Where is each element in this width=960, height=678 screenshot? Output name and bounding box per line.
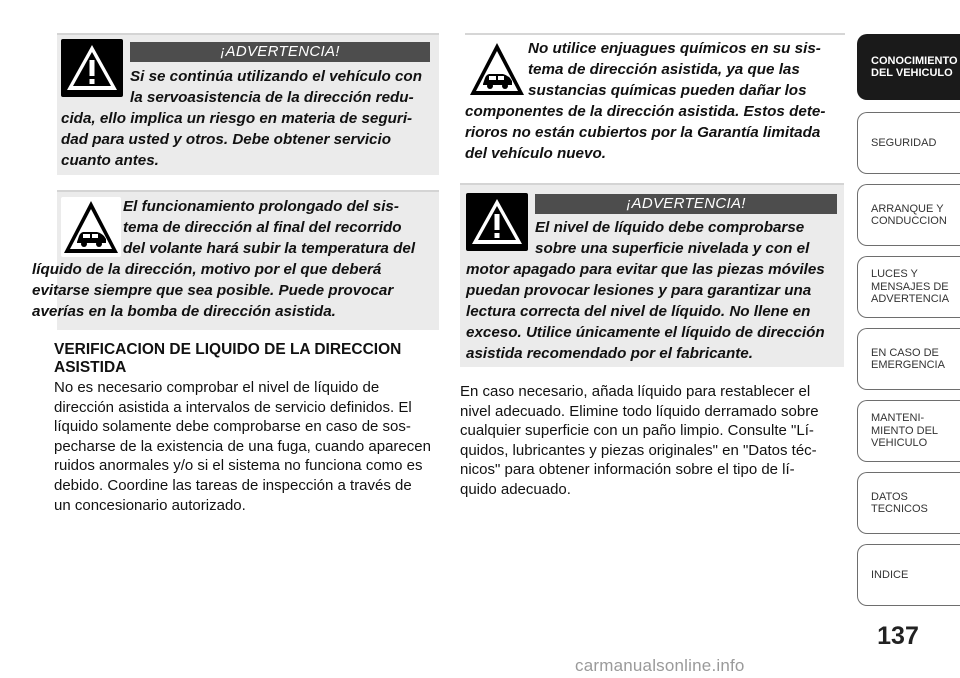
text-line: exceso. Utilice únicamente el líquido de dirección [466, 324, 825, 341]
text-line: cualquier superficie con un paño limpio. Consulte "Lí- [460, 422, 814, 440]
text-line: debido. Coordine las tareas de inspección a través de [54, 476, 412, 494]
caution-box-prolonged-operation [32, 190, 439, 330]
tab-label: MANTENI- MIENTO DEL VEHICULO [871, 412, 939, 450]
tab-label: INDICE [871, 568, 909, 581]
tab-label: ARRANQUE Y CONDUCCION [871, 202, 947, 227]
text-line: tema de dirección asistida, ya que las [528, 61, 800, 78]
page-number: 137 [877, 622, 919, 650]
tab-conocimiento-del-vehiculo[interactable] [857, 34, 960, 100]
warning-box-steering-assist [57, 33, 439, 175]
text-line: lectura correcta del nivel de líquido. No llene en [466, 303, 811, 320]
tab-seguridad[interactable] [857, 112, 960, 174]
warning-header: ¡ADVERTENCIA! [535, 194, 837, 214]
warning-triangle-icon [61, 39, 123, 97]
car-triangle-icon [467, 39, 527, 99]
warning-text [535, 217, 838, 259]
text-line: nicos" para obtener información sobre el tipo de lí- [460, 461, 795, 479]
car-triangle-icon [61, 197, 121, 257]
text-line: dirección asistida a intervalos de servicio definidos. El [54, 398, 412, 416]
text-line: sobre una superficie nivelada y con el [535, 240, 810, 257]
text-line: ruidos anormales y/o si el sistema no funciona como es [54, 457, 423, 475]
text-line: tema de dirección al final del recorrido [123, 219, 402, 236]
caution-text [123, 196, 433, 259]
warning-text-continued [61, 108, 433, 171]
text-line: componentes de la dirección asistida. Estos dete- [465, 103, 826, 120]
text-line: sustancias químicas pueden dañar los [528, 82, 807, 99]
text-line: averías en la bomba de dirección asistida. [32, 303, 336, 320]
text-line: líquido de la dirección, motivo por el que deberá [32, 261, 382, 278]
tab-indice[interactable] [857, 544, 960, 606]
text-line: En caso necesario, añada líquido para restablecer el [460, 383, 811, 400]
text-line: del vehículo nuevo. [465, 145, 606, 162]
warning-box-fluid-level [460, 183, 844, 367]
left-body-paragraph [54, 378, 438, 515]
text-line: motor apagado para evitar que las piezas móviles [466, 261, 825, 278]
tab-arranque-y-conduccion[interactable] [857, 184, 960, 246]
text-line: quidos, lubricantes y piezas originales" en "Datos téc- [460, 441, 817, 459]
warning-header: ¡ADVERTENCIA! [130, 42, 430, 62]
text-line: un concesionario autorizado. [54, 496, 246, 514]
warning-triangle-icon [466, 193, 528, 251]
text-line: rioros no están cubiertos por la Garantía limitada [465, 124, 821, 141]
tab-mantenimiento[interactable] [857, 400, 960, 462]
text-line: El funcionamiento prolongado del sis- [123, 198, 399, 215]
text-line: del volante hará subir la temperatura del [123, 240, 416, 257]
text-line: Si se continúa utilizando el vehículo con [130, 68, 422, 85]
text-line: El nivel de líquido debe comprobarse [535, 219, 805, 236]
tab-label: SEGURIDAD [871, 136, 937, 149]
caution-text [528, 38, 838, 101]
tab-luces-y-mensajes[interactable] [857, 256, 960, 318]
warning-text-continued [466, 259, 838, 364]
text-line: puedan provocar lesiones y para garantizar una [466, 282, 812, 299]
warning-text [130, 66, 432, 108]
tab-label: DATOS TECNICOS [871, 490, 928, 515]
right-body-paragraph [460, 382, 842, 500]
text-line: la servoasistencia de la dirección redu- [130, 89, 414, 106]
tab-label: LUCES Y MENSAJES DE ADVERTENCIA [871, 268, 950, 306]
caution-box-chemical-flush [465, 33, 845, 170]
text-line: quido adecuado. [460, 480, 571, 498]
text-line: nivel adecuado. Elimine todo líquido derramado sobre [460, 402, 819, 420]
text-line: No es necesario comprobar el nivel de líquido de [54, 379, 380, 396]
tab-label: CONOCIMIENTO DEL VEHICULO [871, 54, 958, 79]
caution-text-continued [32, 259, 433, 322]
text-line: cuanto antes. [61, 152, 159, 169]
section-tabs [857, 0, 960, 678]
section-title: VERIFICACION DE LIQUIDO DE LA DIRECCION ASISTIDA [54, 341, 402, 376]
text-line: dad para usted y otros. Debe obtener servicio [61, 131, 392, 148]
tab-label: EN CASO DE EMERGENCIA [871, 346, 945, 371]
text-line: evitarse siempre que sea posible. Puede provocar [32, 282, 394, 299]
watermark: carmanualsonline.info [575, 656, 745, 675]
text-line: cida, ello implica un riesgo en materia de seguri- [61, 110, 413, 127]
text-line: No utilice enjuagues químicos en su sis- [528, 40, 821, 57]
tab-datos-tecnicos[interactable] [857, 472, 960, 534]
tab-en-caso-de-emergencia[interactable] [857, 328, 960, 390]
text-line: pecharse de la existencia de una fuga, cuando aparecen [54, 437, 431, 455]
text-line: asistida recomendado por el fabricante. [466, 345, 753, 362]
text-line: líquido solamente debe comprobarse en caso de sos- [54, 418, 411, 436]
caution-text-continued [465, 101, 838, 164]
